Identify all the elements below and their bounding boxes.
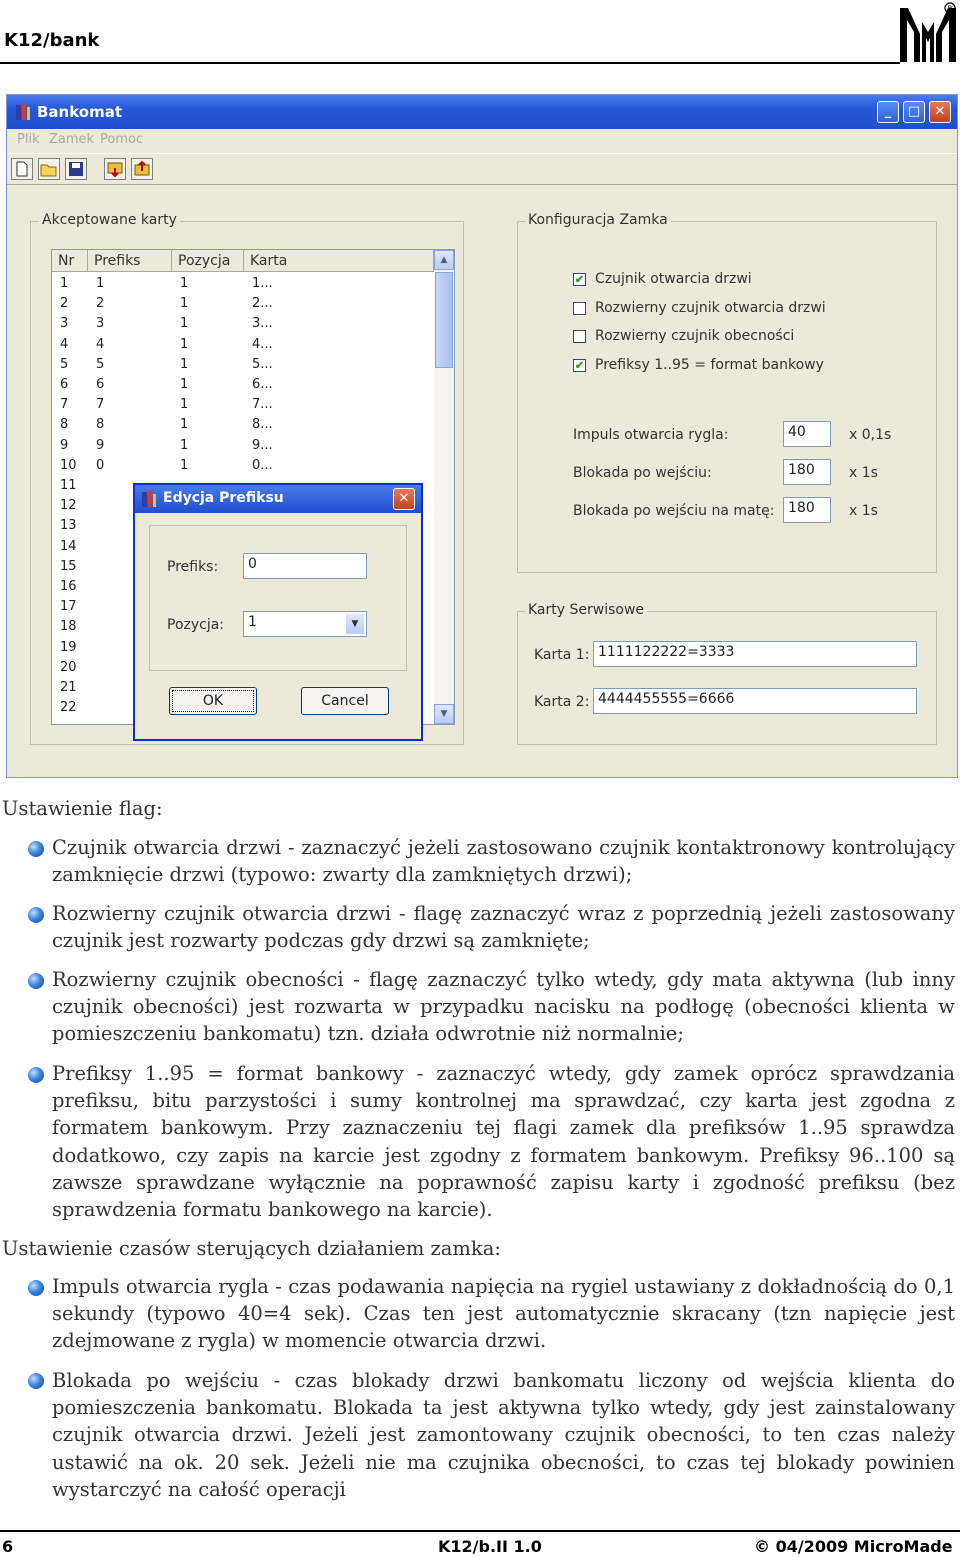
card2-input[interactable]: 4444455555=6666	[593, 688, 917, 714]
close-button[interactable]: ✕	[929, 101, 951, 123]
table-cell: 9	[96, 437, 105, 453]
menu-pomoc[interactable]: Pomoc	[100, 132, 144, 147]
checkbox-label[interactable]: Prefiksy 1..95 = format bankowy	[595, 357, 824, 374]
table-cell: 1	[180, 417, 189, 433]
service-cards-label: Karty Serwisowe	[525, 602, 647, 618]
table-cell: 15	[60, 558, 77, 574]
ok-button[interactable]: OK	[169, 687, 257, 715]
write-card-icon[interactable]	[131, 158, 153, 180]
table-cell: 21	[60, 680, 77, 695]
scroll-down-icon[interactable]: ▼	[434, 704, 454, 724]
flag-paragraph: Rozwierny czujnik otwarcia drzwi - flagę zaznaczyć wraz z poprzednią jeżeli zastosowany czujnik jest rozwarty podczas gdy drzwi są zamknięte;	[52, 902, 955, 953]
svg-text:R: R	[947, 4, 953, 13]
table-cell: 0	[96, 457, 105, 473]
table-cell: 18	[60, 619, 77, 635]
col-pozycja[interactable]: Pozycja	[172, 250, 244, 272]
bankomat-window	[6, 94, 958, 778]
table-cell: 22	[60, 700, 77, 716]
position-select[interactable]	[243, 611, 367, 637]
checkbox-label[interactable]: Rozwierny czujnik obecności	[595, 328, 795, 345]
lock-config-label: Konfiguracja Zamka	[525, 212, 671, 228]
bullet-icon	[28, 1067, 44, 1083]
dialog-title: Edycja Prefiksu	[163, 490, 284, 506]
app-icon	[15, 103, 31, 121]
card1-input[interactable]: 1111122222=3333	[593, 641, 917, 667]
flag-paragraph: Czujnik otwarcia drzwi - zaznaczyć jeżeli zastosowano czujnik kontaktronowy kontrolujący zamknięcie drzwi (typowo: zwarty dla zamkniętych drzwi);	[52, 836, 955, 887]
table-cell: 5	[96, 356, 105, 372]
field-unit: x 1s	[849, 465, 878, 481]
col-karta[interactable]: Karta	[244, 250, 434, 272]
bullet-icon	[28, 907, 44, 923]
time-paragraph: Impuls otwarcia rygla - czas podawania napięcia na rygiel ustawiany z dokładnością do 0,1 sekundy (typowo 40=4 sek). Czas ten jest automatycznie skracany (tzn napięcie jest zdejmowane z rygla) w momencie otwarcia drzwi.	[52, 1275, 955, 1353]
table-row[interactable]	[52, 436, 432, 456]
table-cell: 5	[60, 356, 69, 372]
table-cell: 3...	[252, 316, 273, 332]
table-cell: 1	[180, 457, 189, 473]
table-cell: 4...	[252, 336, 273, 352]
col-nr[interactable]: Nr	[52, 250, 88, 272]
table-row[interactable]	[52, 294, 432, 314]
table-cell: 1	[180, 316, 189, 332]
table-row[interactable]	[52, 335, 432, 355]
checkbox-label[interactable]: Czujnik otwarcia drzwi	[595, 271, 752, 287]
table-cell: 1	[180, 296, 189, 312]
card1-label: Karta 1:	[534, 647, 590, 663]
position-label: Pozycja:	[167, 617, 225, 633]
dialog-titlebar[interactable]	[135, 485, 421, 513]
footer-copyright: © 04/2009 MicroMade	[754, 1537, 953, 1556]
field-label: Blokada po wejściu na matę:	[573, 503, 775, 519]
chevron-down-icon[interactable]: ▼	[346, 614, 364, 634]
table-cell: 1	[180, 276, 189, 291]
table-cell: 16	[60, 579, 77, 594]
table-cell: 17	[60, 599, 77, 615]
table-cell: 1	[180, 377, 189, 392]
table-cell: 5...	[252, 356, 273, 372]
prefix-label: Prefiks:	[167, 559, 219, 575]
table-cell: 8...	[252, 417, 273, 433]
table-cell: 10	[60, 457, 77, 473]
bullet-icon	[28, 1280, 44, 1296]
table-cell: 1	[180, 336, 189, 352]
accepted-cards-label: Akceptowane karty	[39, 212, 180, 228]
table-cell: 7	[60, 397, 69, 413]
field-label: Impuls otwarcia rygla:	[573, 427, 729, 443]
dialog-group	[149, 525, 407, 671]
field-unit: x 1s	[849, 503, 878, 519]
table-cell: 6	[96, 377, 105, 392]
scroll-up-icon[interactable]: ▲	[434, 250, 454, 270]
table-cell: 1...	[252, 276, 273, 291]
table-row[interactable]	[52, 274, 432, 294]
field-unit: x 0,1s	[849, 427, 892, 443]
cancel-button[interactable]: Cancel	[301, 687, 389, 715]
menu-zamek[interactable]: Zamek	[49, 132, 95, 147]
table-cell: 0...	[252, 457, 273, 473]
field-input[interactable]: 180	[783, 497, 831, 523]
maximize-button[interactable]: □	[903, 101, 925, 123]
table-cell: 12	[60, 498, 77, 514]
window-title: Bankomat	[37, 103, 123, 121]
table-cell: 8	[96, 417, 105, 433]
table-cell: 2...	[252, 296, 273, 312]
service-cards-group	[517, 611, 937, 745]
flag-paragraph: Prefiksy 1..95 = format bankowy - zaznaczyć wtedy, gdy zamek oprócz sprawdzania prefiksu, bitu parzystości i sumy kontrolnej ma sprawdzać, czy karta jest zgodna z formatem bankowym. Przy zaznaczeniu tej flagi zamek dla prefiksów 1..95 sprawdza dodatkowo, czy zapis na karcie jest zgodny z formatem bankowym. Prefiksy 96..100 są zawsze sprawdzane wyłącznie na poprawność zapisu karty i zgodność prefiksu (bez sprawdzenia formatu bankowego na karcie).	[52, 1062, 955, 1222]
table-cell: 7...	[252, 397, 273, 413]
save-icon[interactable]	[65, 158, 87, 180]
table-row[interactable]	[52, 456, 432, 476]
flag-paragraph: Rozwierny czujnik obecności - flagę zaznaczyć tylko wtedy, gdy mata aktywna (lub inny czujnik obecności) jest rozwarta w przypadku nacisku na podłogę (obecności klienta w pomieszczeniu bankomatu) tzn. działa odwrotnie niż normalnie;	[52, 968, 955, 1046]
table-cell: 1	[60, 276, 69, 291]
flags-heading: Ustawienie flag:	[2, 797, 163, 820]
card2-label: Karta 2:	[534, 694, 590, 710]
checkbox[interactable]: ✔	[574, 273, 585, 286]
times-heading: Ustawienie czasów sterujących działaniem zamka:	[2, 1237, 501, 1260]
bullet-icon	[28, 841, 44, 857]
minimize-button[interactable]: _	[877, 101, 899, 123]
window-titlebar[interactable]	[7, 95, 957, 129]
table-row[interactable]	[52, 395, 432, 415]
table-cell: 2	[96, 296, 105, 312]
table-cell: 7	[96, 397, 105, 413]
edit-prefix-dialog	[133, 483, 423, 741]
new-file-icon[interactable]	[11, 158, 33, 180]
table-cell: 13	[60, 518, 77, 534]
col-prefiks[interactable]: Prefiks	[88, 250, 172, 272]
dialog-close-button[interactable]: ✕	[393, 488, 415, 510]
table-row[interactable]	[52, 415, 432, 435]
page-header-title: K12/bank	[4, 30, 100, 51]
read-card-icon[interactable]	[104, 158, 126, 180]
field-label: Blokada po wejściu:	[573, 465, 712, 481]
table-cell: 6...	[252, 377, 273, 392]
table-cell: 1	[180, 356, 189, 372]
bullet-icon	[28, 973, 44, 989]
checkbox[interactable]: ✔	[574, 359, 585, 373]
position-value: 1	[248, 614, 257, 630]
table-cell: 3	[60, 316, 69, 332]
field-input[interactable]: 180	[783, 459, 831, 485]
checkbox[interactable]	[573, 330, 586, 343]
table-cell: 9	[60, 437, 69, 453]
table-cell: 11	[60, 478, 77, 493]
table-cell: 8	[60, 417, 69, 433]
open-folder-icon[interactable]	[38, 158, 60, 180]
table-cell: 1	[96, 276, 105, 291]
table-cell: 9...	[252, 437, 273, 453]
table-row[interactable]	[52, 355, 432, 375]
menu-plik[interactable]: Plik	[17, 132, 40, 147]
prefix-input[interactable]: 0	[243, 553, 367, 579]
table-cell: 3	[96, 316, 105, 332]
header-rule	[0, 62, 900, 64]
footer-page-number: 6	[2, 1537, 14, 1556]
menu-bar	[7, 129, 957, 151]
field-input[interactable]: 40	[783, 421, 831, 447]
bullet-icon	[28, 1373, 44, 1389]
footer-rule	[0, 1530, 960, 1532]
dialog-app-icon	[141, 490, 157, 508]
micromade-logo	[898, 2, 958, 64]
table-row[interactable]	[52, 314, 432, 334]
table-cell: 20	[60, 659, 77, 675]
checkbox-label[interactable]: Rozwierny czujnik otwarcia drzwi	[595, 299, 826, 316]
table-cell: 2	[60, 296, 69, 312]
list-scrollbar[interactable]	[434, 250, 454, 724]
table-cell: 1	[180, 397, 189, 413]
table-row[interactable]	[52, 375, 432, 395]
table-cell: 4	[60, 336, 69, 352]
table-cell: 19	[60, 639, 77, 655]
table-cell: 6	[60, 377, 69, 392]
footer-doc-code: K12/b.II 1.0	[438, 1537, 542, 1556]
table-cell: 14	[60, 538, 77, 554]
toolbar	[7, 153, 957, 185]
table-cell: 4	[96, 336, 105, 352]
table-cell: 1	[180, 437, 189, 453]
checkbox[interactable]	[573, 302, 586, 315]
time-paragraph: Blokada po wejściu - czas blokady drzwi bankomatu liczony od wejścia klienta do pomieszczenia bankomatu. Blokada ta jest aktywna tylko wtedy, gdy jest zainstalowany czujnik otwarcia drzwi. Jeżeli jest zamontowany czujnik obecności, to ten czas należy ustawić na ok. 20 sek. Jeżeli nie ma czujnika obecności, to czas tej blokady powinien wystarczyć na całość operacji	[52, 1369, 955, 1501]
scroll-thumb[interactable]	[435, 272, 453, 368]
